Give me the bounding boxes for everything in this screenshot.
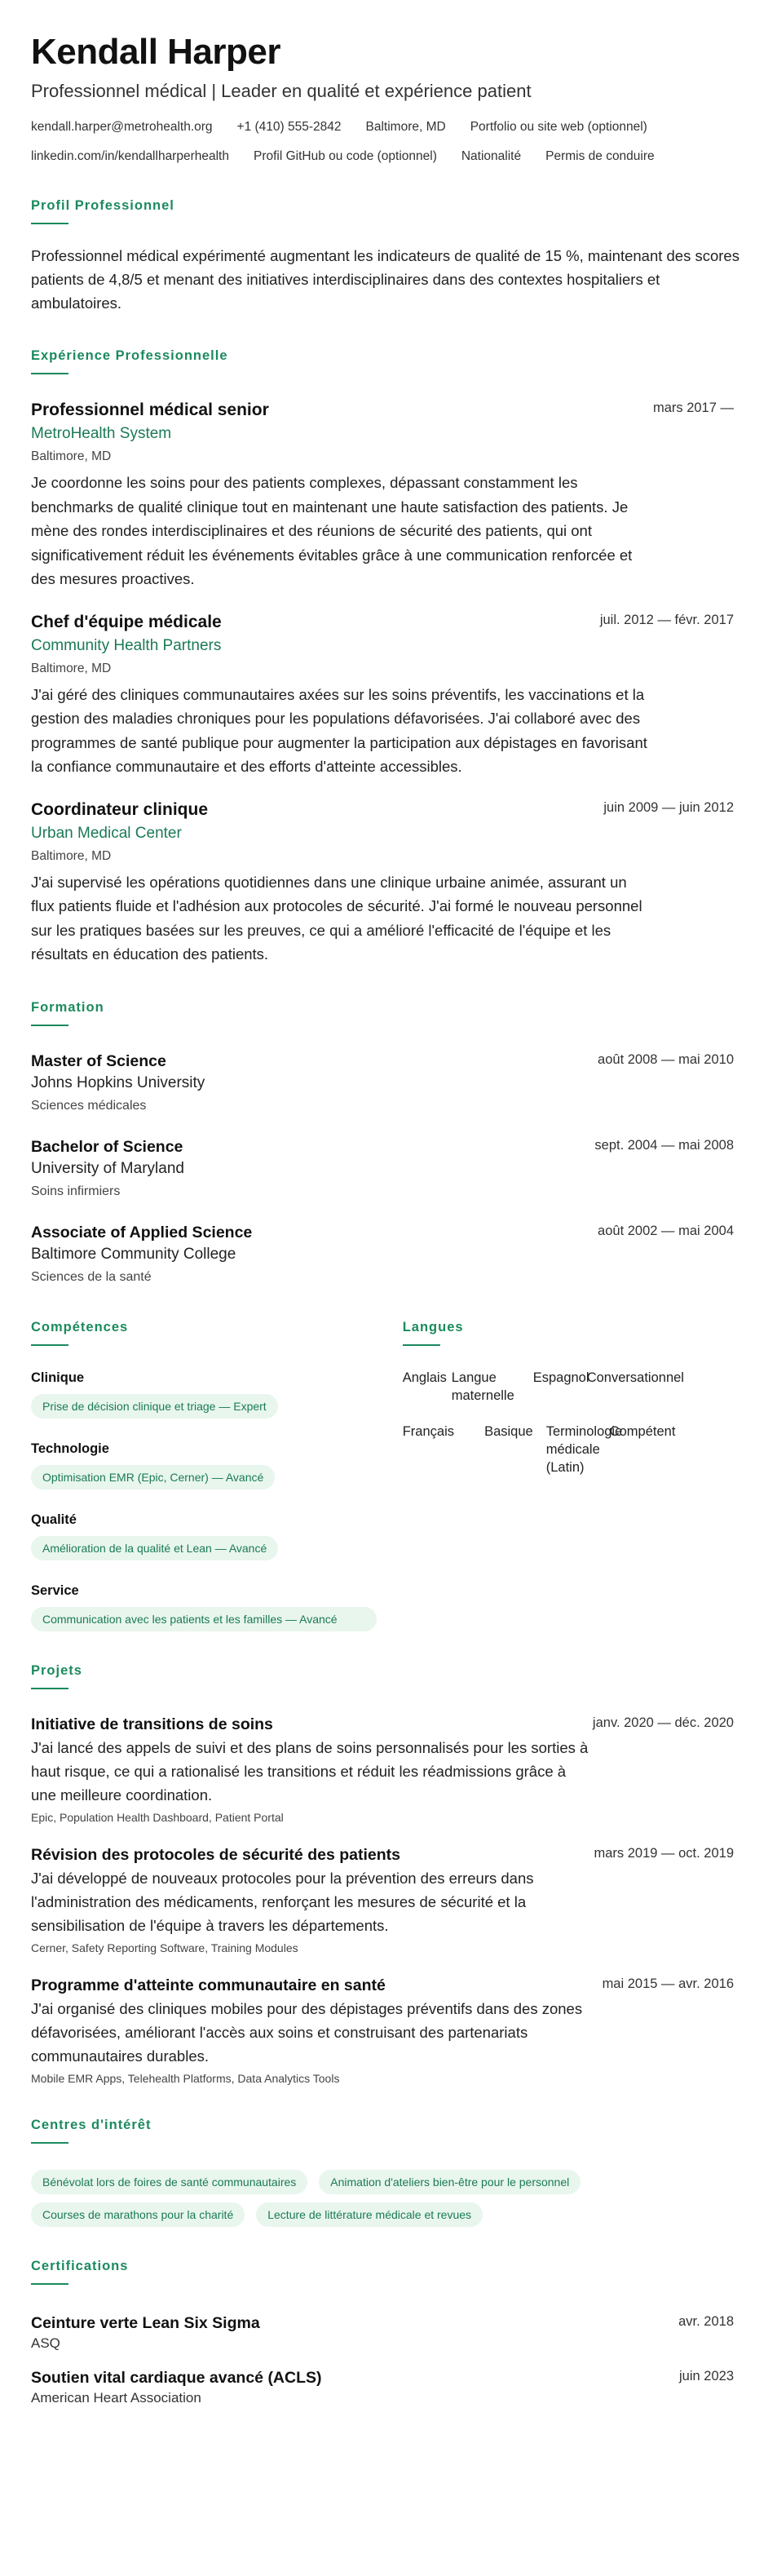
section-divider bbox=[31, 373, 68, 374]
skill-category: Service bbox=[31, 1582, 79, 1598]
skill-chip: Optimisation EMR (Epic, Cerner) — Avancé bbox=[31, 1465, 275, 1489]
certification-issuer: American Heart Association bbox=[31, 2389, 201, 2406]
skill-group bbox=[31, 1369, 403, 1419]
contact-portfolio[interactable]: Portfolio ou site web (optionnel) bbox=[470, 120, 647, 134]
job-location: Baltimore, MD bbox=[31, 661, 112, 675]
project-entry bbox=[31, 1975, 746, 2086]
employer: Community Health Partners bbox=[31, 636, 222, 654]
degree: Master of Science bbox=[31, 1051, 166, 1070]
languages-section bbox=[403, 1319, 746, 1631]
project-dates: janv. 2020 — déc. 2020 bbox=[592, 1715, 734, 1730]
job-location: Baltimore, MD bbox=[31, 848, 112, 863]
section-title: Profil Professionnel bbox=[31, 198, 174, 213]
language-level: Compétent bbox=[609, 1423, 676, 1439]
certification-date: avr. 2018 bbox=[678, 2313, 734, 2329]
skill-category: Technologie bbox=[31, 1441, 109, 1456]
certifications-section bbox=[31, 2258, 746, 2407]
job-location: Baltimore, MD bbox=[31, 449, 112, 463]
job-description: J'ai supervisé les opérations quotidiennes dans une clinique urbaine animée, assurant un flux patients fluide et l'adhésion aux protocoles de sécurité. J'ai formé le nouveau personnel sur les pratiques basées sur les preuves, ce qui a amélioré l'efficacité de l'équipe et les résultats en éducation des patients. bbox=[31, 873, 642, 963]
contact-email[interactable]: kendall.harper@metrohealth.org bbox=[31, 120, 213, 134]
job-title: Chef d'équipe médicale bbox=[31, 612, 222, 631]
field-of-study: Soins infirmiers bbox=[31, 1184, 121, 1198]
language-name: Terminologie médicale (Latin) bbox=[545, 1423, 623, 1475]
project-name: Programme d'atteinte communautaire en santé bbox=[31, 1976, 386, 1994]
education-entry bbox=[31, 1051, 746, 1115]
section-divider bbox=[403, 1344, 440, 1346]
job-title: Professionnel médical senior bbox=[31, 401, 269, 419]
section-divider bbox=[31, 1025, 68, 1026]
section-divider bbox=[31, 223, 68, 224]
experience-section bbox=[31, 347, 746, 967]
profile-summary: Professionnel médical expérimenté augmentant les indicateurs de qualité de 15 %, maintenant des scores patients de 4,8/5 et menant des initiatives interdisciplinaires dans des contextes hospitaliers et ambulatoires. bbox=[31, 247, 739, 312]
section-divider bbox=[31, 1344, 68, 1346]
skill-chip: Prise de décision clinique et triage — Expert bbox=[31, 1394, 278, 1419]
section-title: Compétences bbox=[31, 1319, 129, 1334]
contact-github[interactable]: Profil GitHub ou code (optionnel) bbox=[253, 149, 437, 163]
contact-list bbox=[31, 119, 748, 178]
field-of-study: Sciences de la santé bbox=[31, 1269, 152, 1284]
skill-chip: Communication avec les patients et les familles — Avancé bbox=[31, 1607, 377, 1631]
school: University of Maryland bbox=[31, 1159, 184, 1177]
skill-category: Qualité bbox=[31, 1512, 77, 1527]
contact-linkedin[interactable]: linkedin.com/in/kendallharperhealth bbox=[31, 149, 229, 163]
candidate-name: Kendall Harper bbox=[31, 32, 280, 72]
certification-name: Ceinture verte Lean Six Sigma bbox=[31, 2313, 260, 2332]
job-dates: juin 2009 — juin 2012 bbox=[603, 799, 734, 815]
section-divider bbox=[31, 1688, 68, 1689]
skill-chip: Amélioration de la qualité et Lean — Avancé bbox=[31, 1536, 278, 1560]
school: Johns Hopkins University bbox=[31, 1073, 205, 1091]
language-level: Langue maternelle bbox=[451, 1370, 514, 1403]
job-dates: juil. 2012 — févr. 2017 bbox=[599, 612, 734, 627]
degree: Associate of Applied Science bbox=[31, 1223, 253, 1242]
section-title: Formation bbox=[31, 999, 104, 1015]
language-level: Conversationnel bbox=[586, 1370, 684, 1385]
job-description: J'ai géré des cliniques communautaires axées sur les soins préventifs, les vaccinations et la gestion des maladies chroniques pour les populations défavorisées. J'ai collaboré avec des programmes de santé publique pour augmenter la participation aux dépistages en favorisant la confiance communautaire et des efforts d'atteinte accessibles. bbox=[31, 685, 647, 775]
contact-location: Baltimore, MD bbox=[365, 120, 446, 134]
contact-license: Permis de conduire bbox=[545, 149, 655, 163]
section-title: Projets bbox=[31, 1662, 82, 1678]
language-name: Espagnol bbox=[532, 1370, 589, 1385]
education-dates: août 2002 — mai 2004 bbox=[598, 1223, 734, 1238]
interest-chip: Lecture de littérature médicale et revues bbox=[256, 2202, 483, 2227]
certification-issuer: ASQ bbox=[31, 2335, 60, 2351]
skill-group bbox=[31, 1582, 403, 1631]
skill-category: Clinique bbox=[31, 1370, 85, 1385]
interests-section bbox=[31, 2117, 746, 2227]
interests-list bbox=[31, 2162, 748, 2227]
education-dates: sept. 2004 — mai 2008 bbox=[594, 1137, 734, 1153]
project-dates: mars 2019 — oct. 2019 bbox=[594, 1845, 734, 1861]
certification-entry bbox=[31, 2367, 746, 2407]
contact-phone[interactable]: +1 (410) 555-2842 bbox=[236, 120, 342, 134]
certification-entry bbox=[31, 2313, 746, 2352]
job-description: Je coordonne les soins pour des patients complexes, dépassant constamment les benchmarks de qualité clinique tout en maintenant une haute satisfaction des patients. Je mène des rondes interdisciplinaires et des réunions de sécurité des patients, qui ont significativement réduit les événements évitables grâce à une communication renforcée et des mesures proactives. bbox=[31, 474, 633, 587]
job-title: Coordinateur clinique bbox=[31, 799, 209, 819]
section-title: Certifications bbox=[31, 2258, 129, 2273]
education-entry bbox=[31, 1222, 746, 1286]
project-technologies: Mobile EMR Apps, Telehealth Platforms, Data Analytics Tools bbox=[31, 2071, 340, 2085]
project-technologies: Cerner, Safety Reporting Software, Training Modules bbox=[31, 1941, 298, 1954]
project-dates: mai 2015 — avr. 2016 bbox=[602, 1976, 734, 1991]
project-entry bbox=[31, 1714, 746, 1825]
project-name: Initiative de transitions de soins bbox=[31, 1715, 273, 1733]
resume-header bbox=[31, 31, 746, 178]
language-level: Basique bbox=[484, 1423, 533, 1439]
certification-date: juin 2023 bbox=[679, 2368, 734, 2383]
interest-chip: Bénévolat lors de foires de santé communautaires bbox=[31, 2170, 307, 2194]
experience-entry bbox=[31, 799, 746, 967]
job-dates: mars 2017 — bbox=[652, 401, 734, 415]
profile-section bbox=[31, 197, 746, 315]
section-title: Centres d'intérêt bbox=[31, 2117, 152, 2132]
project-entry bbox=[31, 1844, 746, 1955]
project-description: J'ai organisé des cliniques mobiles pour des dépistages préventifs dans des zones défavorisées, améliorant l'accès aux soins et construisant des partenariats communautaires durables. bbox=[31, 1999, 583, 2065]
section-title: Expérience Professionnelle bbox=[31, 348, 228, 363]
skills-section bbox=[31, 1319, 403, 1631]
employer: Urban Medical Center bbox=[31, 824, 182, 842]
education-section bbox=[31, 999, 746, 1286]
section-divider bbox=[31, 2283, 68, 2285]
section-divider bbox=[31, 2142, 68, 2144]
education-dates: août 2008 — mai 2010 bbox=[598, 1051, 734, 1067]
school: Baltimore Community College bbox=[31, 1245, 236, 1263]
experience-entry bbox=[31, 611, 746, 779]
project-name: Révision des protocoles de sécurité des patients bbox=[31, 1845, 400, 1864]
section-title: Langues bbox=[402, 1319, 464, 1334]
degree: Bachelor of Science bbox=[31, 1137, 183, 1156]
experience-entry bbox=[31, 399, 746, 591]
interest-chip: Animation d'ateliers bien-être pour le personnel bbox=[319, 2170, 581, 2194]
employer: MetroHealth System bbox=[31, 425, 172, 442]
field-of-study: Sciences médicales bbox=[31, 1098, 147, 1113]
headline: Professionnel médical | Leader en qualité et expérience patient bbox=[31, 81, 532, 101]
projects-section bbox=[31, 1662, 746, 2086]
certification-name: Soutien vital cardiaque avancé (ACLS) bbox=[31, 2368, 322, 2387]
skill-group bbox=[31, 1440, 403, 1489]
skills-languages-row bbox=[31, 1319, 746, 1631]
languages-list bbox=[403, 1369, 746, 1476]
interest-chip: Courses de marathons pour la charité bbox=[31, 2202, 245, 2227]
skill-group bbox=[31, 1511, 403, 1560]
language-name: Anglais bbox=[402, 1370, 447, 1385]
project-technologies: Epic, Population Health Dashboard, Patient Portal bbox=[31, 1810, 284, 1824]
project-description: J'ai lancé des appels de suivi et des plans de soins personnalisés pour les sorties à haut risque, ce qui a rationalisé les transitions et réduit les réadmissions grâce à une meilleure coordination. bbox=[31, 1738, 589, 1804]
project-description: J'ai développé de nouveaux protocoles pour la prévention des erreurs dans l'administration des médicaments, renforçant les mesures de sécurité et la sensibilisation de l'équipe à travers les départements. bbox=[31, 1869, 534, 1934]
contact-nationality: Nationalité bbox=[461, 149, 522, 163]
education-entry bbox=[31, 1136, 746, 1201]
language-name: Français bbox=[402, 1423, 454, 1439]
